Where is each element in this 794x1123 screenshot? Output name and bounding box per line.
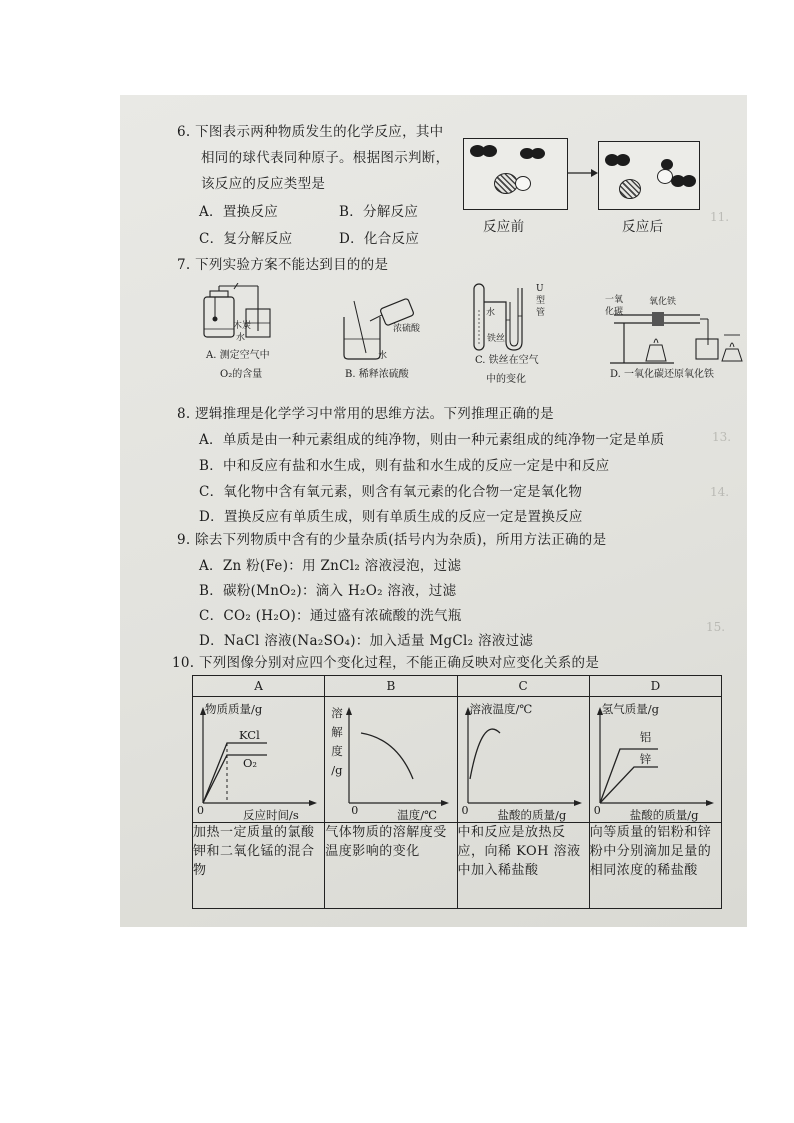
q10-table bbox=[192, 675, 722, 909]
q10-header-c: C bbox=[457, 676, 589, 697]
q7-a-caption-line1: A. 测定空气中 bbox=[206, 350, 270, 361]
q10-graph-c-cell[interactable] bbox=[457, 697, 589, 823]
q7-b-caption: B. 稀释浓硫酸 bbox=[345, 369, 409, 380]
q10-b-ylabel-2: 解 bbox=[331, 725, 343, 739]
q10-a-origin: 0 bbox=[197, 804, 204, 817]
bleed-through-mark: 15. bbox=[706, 620, 726, 634]
q7-c-caption-line2: 中的变化 bbox=[486, 374, 526, 385]
bleed-through-mark: 13. bbox=[712, 430, 732, 444]
q6-option-c[interactable]: C．复分解反应 bbox=[199, 231, 293, 247]
q6-stem-line3: 该反应的反应类型是 bbox=[201, 176, 326, 192]
q10-d-xlabel: 盐酸的质量/g bbox=[629, 808, 699, 822]
q6-option-b[interactable]: B．分解反应 bbox=[339, 204, 419, 220]
q10-c-ylabel: 溶液温度/℃ bbox=[469, 702, 533, 716]
q10-b-ylabel-1: 溶 bbox=[331, 706, 343, 720]
q7-d-label-co-line1: 一氧 bbox=[605, 295, 624, 305]
q10-header-b: B bbox=[325, 676, 457, 697]
q8-stem: 8. 逻辑推理是化学学习中常用的思维方法。下列推理正确的是 bbox=[177, 406, 554, 422]
q10-desc-b: 气体物质的溶解度受温度影响的变化 bbox=[325, 823, 457, 909]
q7-d-label-co-line2: 化碳 bbox=[605, 307, 624, 317]
q7-b-label-acid: 浓硫酸 bbox=[393, 324, 421, 334]
exam-photo bbox=[120, 95, 747, 927]
q7-c-label-wire: 铁丝 bbox=[487, 334, 506, 344]
q8-option-c[interactable]: C．氧化物中含有氧元素，则含有氧元素的化合物一定是氧化物 bbox=[199, 484, 583, 500]
q10-b-xlabel: 温度/℃ bbox=[397, 808, 437, 822]
q10-d-origin: 0 bbox=[593, 804, 601, 817]
q10-b-ylabel-3: 度 bbox=[331, 744, 343, 758]
q7-c-label-type: 型 bbox=[536, 296, 546, 306]
q10-a-series-kcl: KCl bbox=[239, 728, 260, 742]
q7-c-caption-line1: C. 铁丝在空气 bbox=[475, 355, 539, 366]
q6-stem-line1: 6. 下图表示两种物质发生的化学反应，其中 bbox=[177, 124, 444, 140]
q10-graph-b bbox=[325, 697, 449, 823]
q6-option-a[interactable]: A．置换反应 bbox=[199, 204, 279, 220]
q10-d-series-al: 铝 bbox=[639, 730, 652, 744]
q7-c-label-u: U bbox=[536, 284, 544, 294]
q10-graph-a-cell[interactable] bbox=[193, 697, 325, 823]
q10-desc-d: 向等质量的铝粉和锌粉中分别滴加足量的相同浓度的稀盐酸 bbox=[589, 823, 721, 909]
q10-header-d: D bbox=[589, 676, 721, 697]
black-atom bbox=[616, 154, 630, 166]
q6-arrow-icon bbox=[568, 167, 598, 179]
q9-option-c[interactable]: C．CO₂ (H₂O)：通过盛有浓硫酸的洗气瓶 bbox=[199, 608, 462, 624]
q6-option-d[interactable]: D．化合反应 bbox=[339, 231, 420, 247]
q7-d-label-fe2o3: 氧化铁 bbox=[649, 297, 677, 307]
q6-label-before: 反应前 bbox=[483, 219, 525, 235]
q9-stem: 9. 除去下列物质中含有的少量杂质(括号内为杂质)，所用方法正确的是 bbox=[177, 532, 607, 548]
q7-d-caption: D. 一氧化碳还原氧化铁 bbox=[610, 369, 715, 380]
q10-desc-c: 中和反应是放热反应，向稀 KOH 溶液中加入稀盐酸 bbox=[457, 823, 589, 909]
q8-option-d[interactable]: D．置换反应有单质生成，则有单质生成的反应一定是置换反应 bbox=[199, 509, 583, 525]
q10-header-a: A bbox=[193, 676, 325, 697]
q10-b-ylabel-4: /g bbox=[331, 763, 343, 777]
black-atom bbox=[531, 148, 545, 159]
q7-c-label-tube: 管 bbox=[536, 308, 546, 318]
q7-a-caption-line2: O₂的含量 bbox=[220, 369, 263, 380]
q9-option-d[interactable]: D．NaCl 溶液(Na₂SO₄)：加入适量 MgCl₂ 溶液过滤 bbox=[199, 633, 534, 649]
black-atom bbox=[482, 145, 497, 157]
q7-stem: 7. 下列实验方案不能达到目的的是 bbox=[177, 257, 389, 273]
q7-c-label-water: 水 bbox=[486, 308, 496, 318]
q10-c-origin: 0 bbox=[461, 804, 469, 817]
q6-label-after: 反应后 bbox=[622, 219, 664, 235]
q9-option-b[interactable]: B．碳粉(MnO₂)：滴入 H₂O₂ 溶液，过滤 bbox=[199, 583, 457, 599]
q6-before-box bbox=[463, 138, 568, 210]
q6-after-box bbox=[598, 141, 700, 210]
q10-d-series-zn: 锌 bbox=[639, 752, 652, 766]
white-atom bbox=[515, 176, 531, 191]
bleed-through-mark: 14. bbox=[710, 485, 730, 499]
q7-b-label-water: 水 bbox=[378, 351, 388, 361]
q10-d-ylabel: 氢气质量/g bbox=[601, 702, 659, 716]
q10-graph-d-cell[interactable] bbox=[589, 697, 721, 823]
black-atom bbox=[682, 175, 696, 187]
q10-desc-a: 加热一定质量的氯酸钾和二氧化锰的混合物 bbox=[193, 823, 325, 909]
q10-a-ylabel: 物质质量/g bbox=[205, 702, 263, 716]
q9-option-a[interactable]: A．Zn 粉(Fe)：用 ZnCl₂ 溶液浸泡，过滤 bbox=[199, 558, 462, 574]
q7-apparatus-c bbox=[470, 280, 540, 360]
q8-option-b[interactable]: B．中和反应有盐和水生成，则有盐和水生成的反应一定是中和反应 bbox=[199, 458, 610, 474]
q7-a-label-charcoal: 木炭 bbox=[233, 321, 252, 331]
q10-a-xlabel: 反应时间/s bbox=[243, 808, 299, 822]
q10-a-series-o2: O₂ bbox=[243, 756, 258, 770]
bleed-through-mark: 11. bbox=[710, 210, 730, 224]
q10-c-xlabel: 盐酸的质量/g bbox=[497, 808, 567, 822]
hatched-atom bbox=[619, 179, 641, 199]
q6-stem-line2: 相同的球代表同种原子。根据图示判断， bbox=[201, 150, 450, 166]
q10-graph-b-cell[interactable] bbox=[325, 697, 457, 823]
q7-a-label-water: 水 bbox=[236, 333, 246, 343]
q10-b-origin: 0 bbox=[351, 804, 359, 817]
q10-stem: 10. 下列图像分别对应四个变化过程，不能正确反映对应变化关系的是 bbox=[172, 655, 600, 671]
q8-option-a[interactable]: A．单质是由一种元素组成的纯净物，则由一种元素组成的纯净物一定是单质 bbox=[199, 432, 665, 448]
